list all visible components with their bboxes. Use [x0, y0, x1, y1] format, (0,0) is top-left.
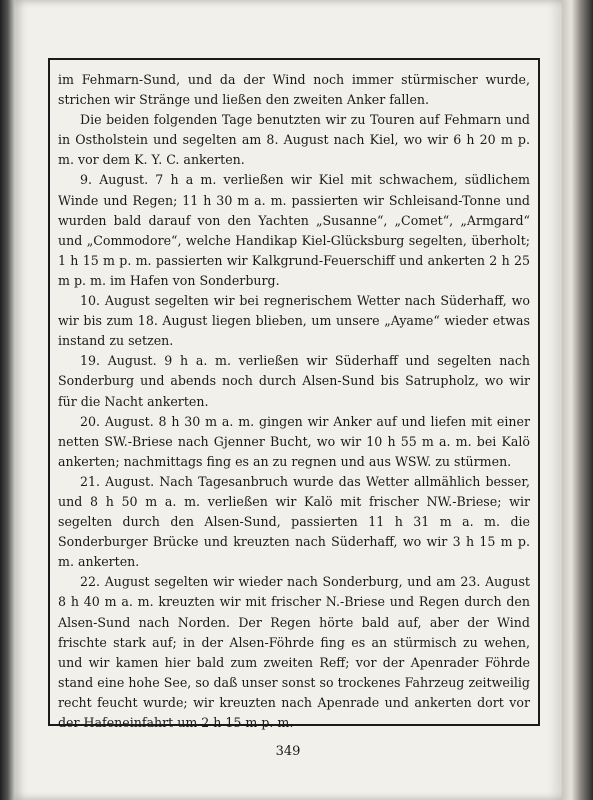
page-number: 349: [275, 744, 301, 759]
paragraph-continued: im Fehmarn-Sund, und da der Wind noch immer stürmischer wurde, strichen wir Stränge und ließen den zweiten Anker fallen.: [58, 72, 530, 108]
paragraph: 10. August segelten wir bei regnerischem Wetter nach Süderhaff, wo wir bis zum 18. August liegen blieben, um unsere „Ayame“ wieder etwas instand zu setzen.: [58, 293, 530, 349]
paragraph: 9. August. 7 h a m. verließen wir Kiel mit schwachem, südlichem Winde und Regen; 11 h 30 m a. m. passierten wir Schleisand-Tonne und wurden bald darauf von den Yachten „Susanne“, „Comet“, „Armgard“ und „Commodore“, welche Handikap Kiel-Glücksburg segelten, überholt; 1 h 15 m p. m. passierten wir Kalkgrund-Feuerschiff und ankerten 2 h 25 m p. m. im Hafen von Sonderburg.: [58, 172, 530, 288]
paragraph: Die beiden folgenden Tage benutzten wir zu Touren auf Fehmarn und in Ostholstein und segelten am 8. August nach Kiel, wo wir 6 h 20 m p. m. vor dem K. Y. C. ankerten.: [58, 112, 530, 168]
page-edge-shadow: [562, 0, 593, 800]
paragraph: 21. August. Nach Tagesanbruch wurde das Wetter allmählich besser, und 8 h 50 m a. m. verließen wir Kalö mit frischer NW.-Briese; wir segelten durch den Alsen-Sund, passierten 11 h 31 m a. m. die Sonderburger Brücke und kreuzten nach Süderhaff, wo wir 3 h 15 m p. m. ankerten.: [58, 473, 530, 570]
paragraph: 22. August segelten wir wieder nach Sonderburg, und am 23. August 8 h 40 m a. m. kreuzten wir mit frischer N.-Briese und Regen durch den Alsen-Sund nach Norden. Der Regen hörte bald auf, aber der Wind frischte stark auf; in der Alsen-Föhrde fing es an stürmisch zu wehen, und wir kamen hier bald zum zweiten Reff; vor der Apenrader Föhrde stand eine hohe See, so daß unser sonst so trockenes Fahrzeug zeitweilig recht feucht wurde; wir kreuzten nach Apenrade und ankerten dort vor der Hafeneinfahrt um 2 h 15 m p. m.: [58, 574, 530, 730]
paragraph: 20. August. 8 h 30 m a. m. gingen wir Anker auf und liefen mit einer netten SW.-Briese nach Gjenner Bucht, wo wir 10 h 55 m a. m. bei Kalö ankerten; nachmittags fing es an zu regnen und aus WSW. zu stürmen.: [58, 413, 530, 469]
book-spine-shadow: [0, 0, 14, 800]
text-frame: [48, 58, 540, 730]
book-page: [14, 0, 562, 800]
page-text: [58, 70, 530, 733]
paragraph: 19. August. 9 h a. m. verließen wir Süderhaff und segelten nach Sonderburg und abends noch durch Alsen-Sund bis Satrupholz, wo wir für die Nacht ankerten.: [58, 353, 530, 409]
